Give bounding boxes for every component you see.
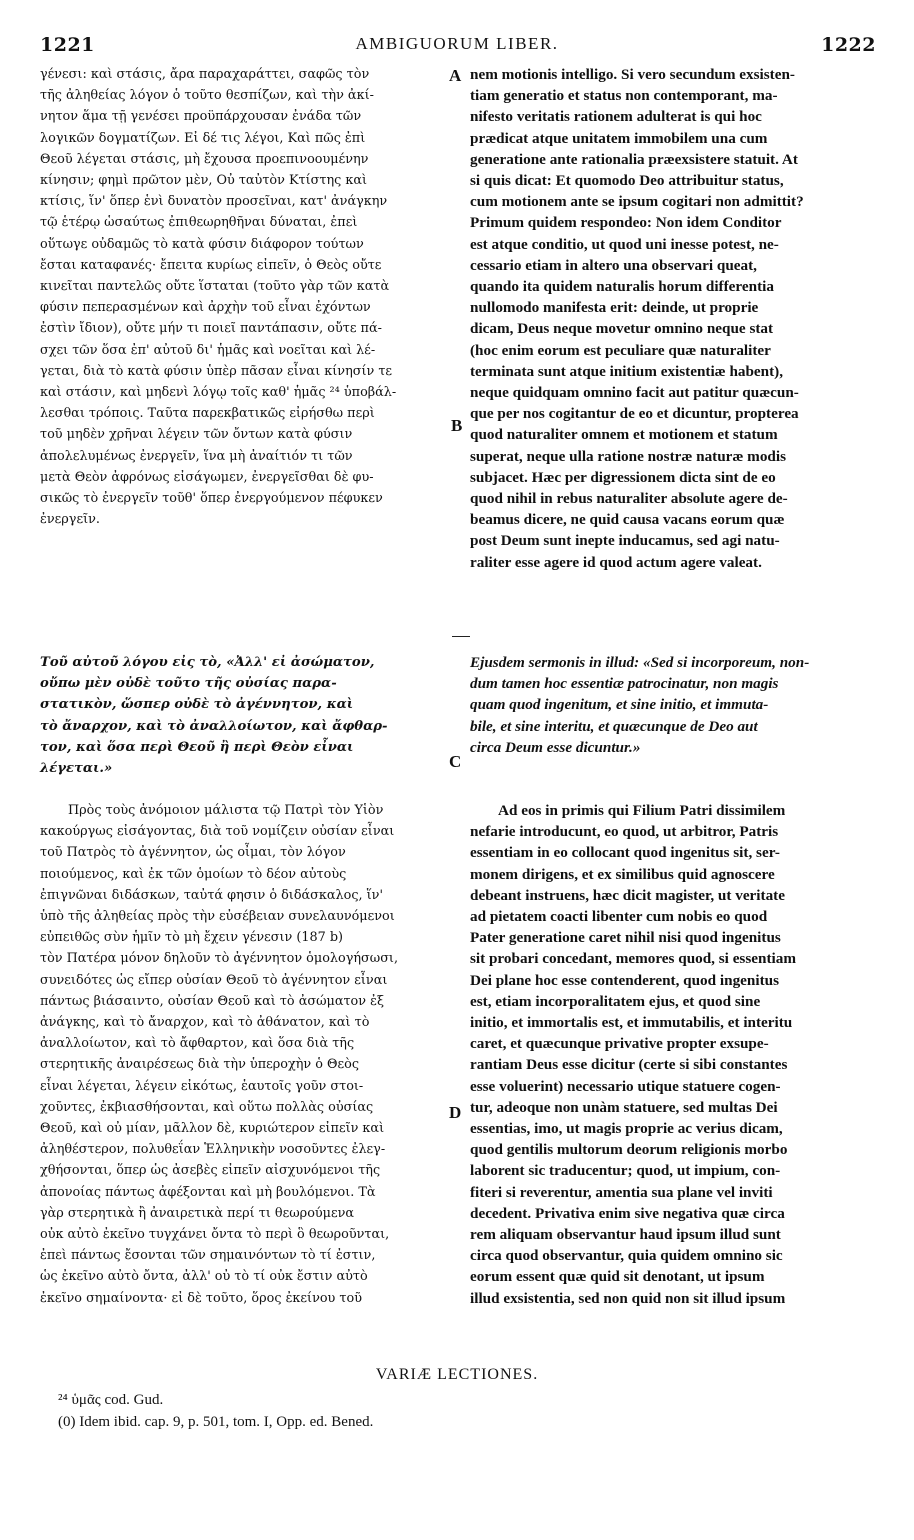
latin-column-body [470,800,876,1309]
page-number-left: 1221 [40,34,95,56]
margin-marker-b: B [451,416,463,435]
margin-marker-d: D [449,1103,462,1122]
margin-marker-c: C [449,752,462,771]
greek-heading-text: Τοῦ αὐτοῦ λόγου εἰς τὸ, «Ἀλλ' εἰ ἀσώματον, οὔπω μὲν οὐδὲ τοῦτο τῆς οὐσίας παρα- στατικὸν, ὥσπερ οὐδὲ τὸ ἀγέννητον, καὶ τὸ ἄναρχον, καὶ τὸ ἀναλλοίωτον, καὶ ἄφθαρ- τον, καὶ ὅσα περὶ Θεοῦ ἢ περὶ Θεὸν εἶναι λέγεται.» [40,655,388,777]
greek-column-top [40,64,445,530]
source-note: (0) Idem ibid. cap. 9, p. 501, tom. I, Opp. ed. Bened. [58,1414,374,1430]
latin-section-heading [470,652,876,758]
greek-paragraph-top: γένεσι: καὶ στάσις, ἄρα παραχαράττει, σαφῶς τὸν τῆς ἀληθείας λόγον ὁ τοῦτο θεσπίζων, καὶ τὴν ἀκί- νητον ἅμα τῇ γενέσει προϋπάρχουσαν ἐνάδα τῶν λογικῶν δογματίζων. Εἰ δέ τις λέγοι, Καὶ πῶς ἐπὶ Θεοῦ λέγεται στάσις, μὴ ἔχουσα προεπινοουμένην κίνησιν; φημὶ πρῶτον μὲν, Οὐ ταὐτὸν Κτίστης καὶ κτίσις, ἵν' ὅπερ ἑνὶ δυνατὸν προσεῖναι, κατ' ἀνάγκην τῷ ἑτέρῳ ὡσαύτως ἐπιθεωρηθῆναι δύναται, ἐπεὶ οὕτωγε οὐδαμῶς τὸ κατὰ φύσιν διάφορον τούτων ἔσται καταφανές· ἔπειτα κυρίως εἰπεῖν, ὁ Θεὸς οὔτε κινεῖται παντελῶς οὔτε ἵσταται (τοῦτο γὰρ τῶν κατὰ φύσιν πεπερασμένων καὶ ἀρχὴν τοῦ εἶναι ἐχόντων ἐστὶν ἴδιον), οὔτε μήν τι ποιεῖ παντάπασιν, οὔτε πά- σχει τῶν ὅσα ἐπ' αὐτοῦ δι' ἡμᾶς καὶ νοεῖται καὶ λέ- γεται, διὰ τὸ κατὰ φύσιν ὑπὲρ πᾶσαν εἶναι κίνησίν τε καὶ στάσιν, καὶ μηδενὶ λόγῳ τοῖς καθ' ἡμᾶς ²⁴ ὑποβάλ- λεσθαι τρόποις. Ταῦτα παρεκβατικῶς εἰρήσθω περὶ τοῦ μηδὲν χρῆναι λέγειν τῶν ὄντων κατὰ φύσιν ἀπολελυμένως ἐνεργεῖν, ἵνα μὴ ἀναίτιόν τι τῶν μετὰ Θεὸν ἀφρόνως εἰσάγωμεν, ἐνεργεῖσθαι δὲ φυ- σικῶς τὸ ἐνεργεῖν τοῦθ' ὅπερ ἐνεργούμενον πέφυκεν ἐνεργεῖν. [40,67,397,528]
greek-paragraph-body: Πρὸς τοὺς ἀνόμοιον μάλιστα τῷ Πατρὶ τὸν Υἱὸν κακούργως εἰσάγοντας, διὰ τοῦ νομίζειν οὐσίαν εἶναι τοῦ Πατρὸς τὸ ἀγέννητον, ὡς οἶμαι, τὸν λόγον ποιούμενος, καὶ ἐκ τῶν ὁμοίων τὸ δέον αὐτοὺς ἐπιγνῶναι διδάσκων, ταὐτά φησιν ὁ διδάσκαλος, ἵν' ὑπὸ τῆς ἀληθείας πρὸς τὴν εὐσέβειαν συνελαυνόμενοι εὐπειθῶς σὺν ἡμῖν τὸ μὴ ἔχειν γένεσιν (187 b) τὸν Πατέρα μόνον δηλοῦν τὸ ἀγέννητον ὁμολογήσωσι, συνειδότες ὡς εἴπερ οὐσίαν Θεοῦ τὸ ἀγέννητον εἶναι πάντως βιάσαιντο, οὐσίαν Θεοῦ καὶ τὸ ἀσώματον ἐξ ἀνάγκης, καὶ τὸ ἄναρχον, καὶ τὸ ἀθάνατον, καὶ τὸ ἀναλλοίωτον, καὶ τὸ ἄφθαρτον, καὶ ὅσα διὰ τῆς στερητικῆς ἀναιρέσεως διὰ τὴν ὑπεροχὴν ὁ Θεὸς εἶναι λέγεται, λέγειν εἰκότως, ἑαυτοῖς γοῦν στοι- χοῦντες, ἐκβιασθήσονται, καὶ οὕτω πολλὰς οὐσίας Θεοῦ, καὶ οὐ μίαν, μᾶλλον δὲ, κυριώτερον εἰπεῖν καὶ ἀληθέστερον, πολυθεΐαν Ἑλληνικὴν νοσοῦντες ἐλεγ- χθήσονται, ὅπερ ὡς ἀσεβὲς εἰπεῖν αἰσχυνόμενοι τῆς ἀπονοίας πάντως ἀφέξονται καὶ μὴ βουλόμενοι. Τὰ γὰρ στερητικὰ ἢ ἀναιρετικὰ περί τι θεωρούμενα οὐκ αὐτὸ ἐκεῖνο τυγχάνει ὄντα τὸ περὶ ὃ θεωροῦνται, ἐπεὶ πάντως ἔσονται τῶν σημαινόντων τὸ τί ἐστιν, ὡς ἐκεῖνο αὐτὸ ὄντα, ἀλλ' οὐ τὸ τί οὐκ ἔστιν αὐτὸ ἐκεῖνο σημαίνοντα· εἰ δὲ τοῦτο, ὅρος ἐκείνου τοῦ [40,803,399,1306]
greek-column-body [40,800,445,1309]
variae-lectiones-heading: VARIÆ LECTIONES. [375,1366,539,1383]
variant-note: ²⁴ ὑμᾶς cod. Gud. [58,1392,164,1408]
latin-paragraph-top: nem motionis intelligo. Si vero secundum exsisten- tiam generatio et status non contemporant, ma- nifesto veritatis rationem adulterat is qui hoc prædicat atque unitatem immobilem una cum generatione ante rationalia præexsistere statuit. At si quis dicat: Et quomodo Deo attribuitur status, cum motionem ante se ipsum cogitari non admittit? Primum quidem respondeo: Non idem Conditor est atque conditio, ut quod uni inesse potest, ne- cessario etiam in altero una observari queat, quando ita quidem naturalis horum differentia nullomodo manifesta erit: deinde, ut proprie dicam, Deus neque movetur omnino neque stat (hoc enim eorum est peculiare quæ naturaliter terminata sunt atque initium existentiæ habent), neque quidquam omnino facit aut patitur quæcun- que per nos cogitantur de eo et dicuntur, propterea quod naturaliter omnem et motionem et statum superat, neque ulla ratione nostræ naturæ modis subjacet. Hæc per digressionem dicta sint de eo quod nihil in rebus naturaliter absolute agere de- beamus dicere, ne quid causa vacans eorum quæ post Deum sunt inepte inducamus, sed agi natu- raliter esse agere id quod actum agere valeat. [470,66,804,571]
greek-section-heading [40,652,445,779]
section-divider [452,636,470,637]
running-title: AMBIGUORUM LIBER. [355,34,559,53]
page-header [0,34,914,58]
page-number-right: 1222 [821,34,876,56]
latin-paragraph-body: Ad eos in primis qui Filium Patri dissimilem nefarie introducunt, eo quod, ut arbitror, Patris essentiam in eo collocant quod ingenitus sit, ser- monem dirigens, et ex similibus quid agnoscere debeant instruens, hæc dicit magister, ut veritate ad pietatem coacti libenter cum nobis eo quod Pater generatione caret nihil nisi quod ingenitus sit probari concedant, memores quod, si essentiam Dei plane hoc esse contenderent, quod ingenitus est, etiam incorporalitatem ejus, et quod sine initio, et immortalis est, et immutabilis, et interitu caret, et quæcunque privative propter exsupe- rantiam Deus esse dicitur (certe si sibi constantes esse voluerint) necessario utique statuere cogen- tur, adeoque non unàm statuere, sed multas Dei essentias, imo, ut magis proprie ac verius dicam, quod gentilis multorum deorum religionis morbo laborent sic traducentur; quod, ut impium, con- fiteri si reverentur, amentia sua plane vel inviti decedent. Privativa enim sive negativa quæ circa rem aliquam observantur haud ipsum illud sunt circa quod observantur, quia quidem omnino sic eorum essent quæ quid sit denotant, ut ipsum illud exsistentia, sed non quid non sit illud ipsum [470,802,796,1307]
latin-heading-text: Ejusdem sermonis in illud: «Sed si incorporeum, non- dum tamen hoc essentiæ patrocinatur, non magis quam quod ingenitum, et sine initio, et immuta- bile, et sine interitu, et quæcunque de Deo aut circa Deum esse dicuntur.» [470,654,810,756]
margin-marker-a: A [449,66,462,85]
latin-column-top [470,64,876,573]
